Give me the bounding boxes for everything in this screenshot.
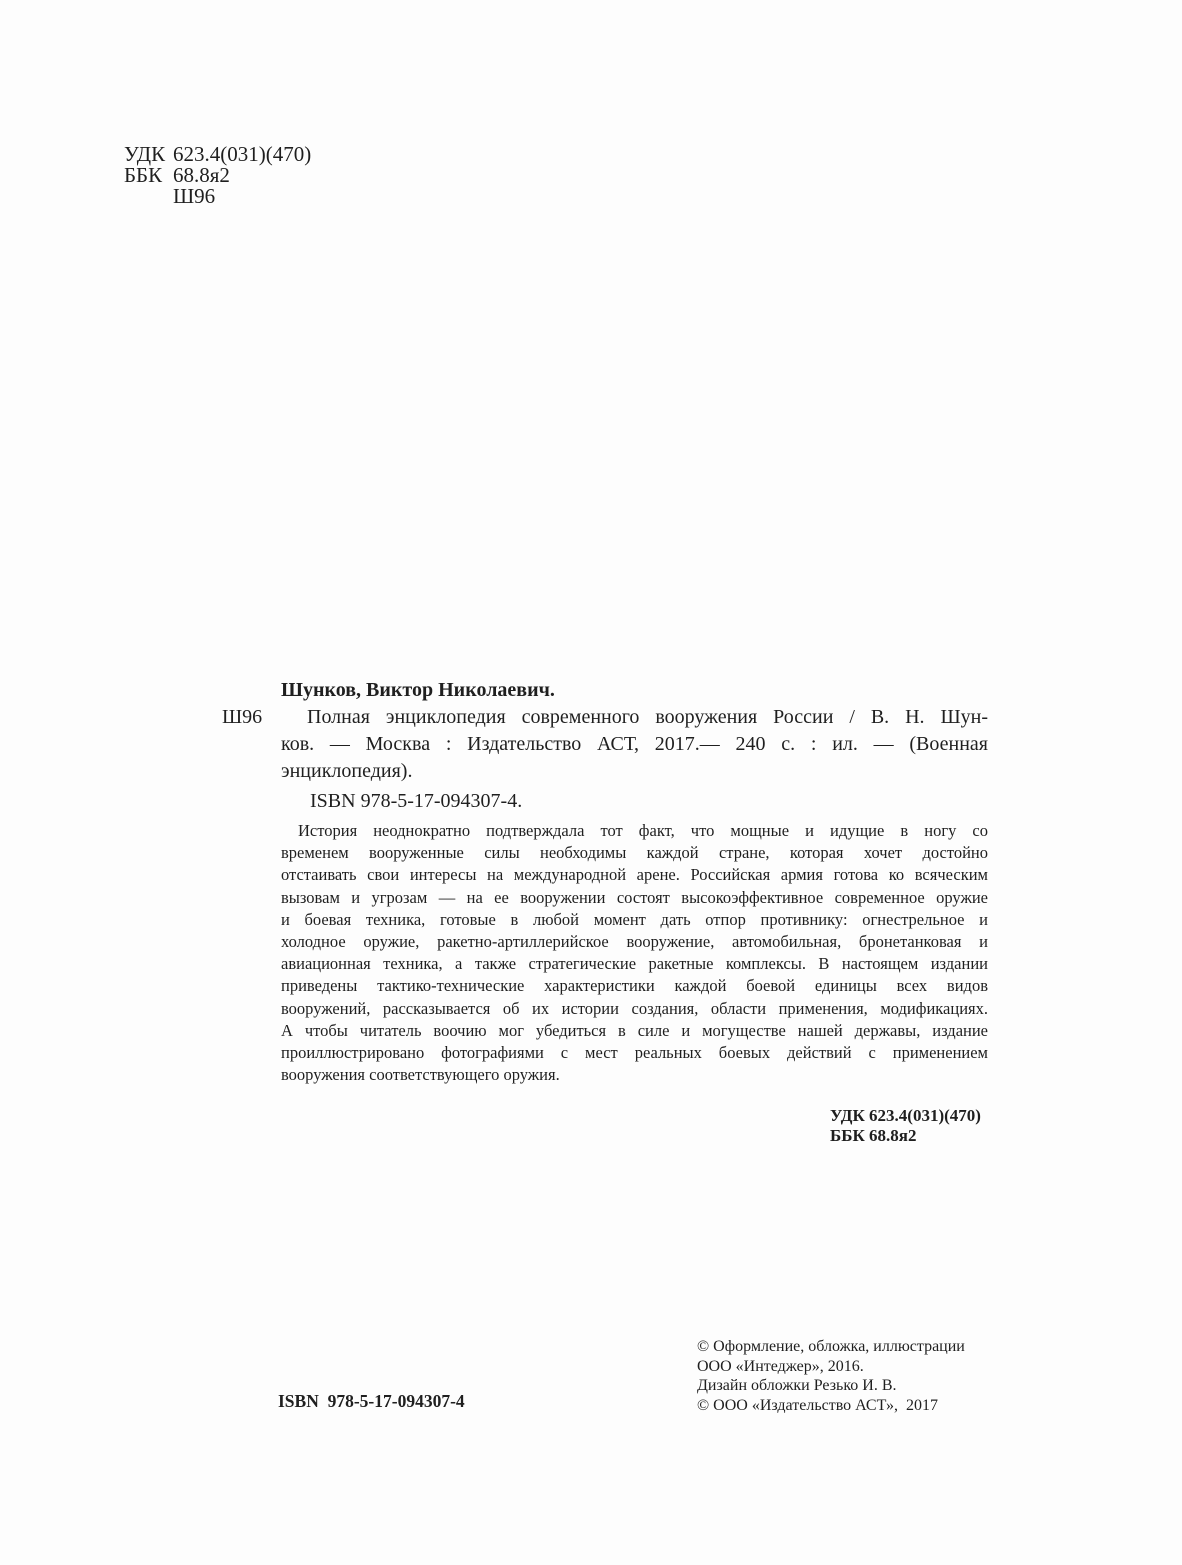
text-line: А чтобы читатель воочию мог убедиться в силе и могуществе нашей державы, издание [281, 1020, 988, 1040]
author-sign-margin-code: Ш96 [222, 706, 263, 728]
text-line: © Оформление, обложка, иллюстрации [697, 1338, 965, 1355]
udc-label: УДК [124, 142, 166, 166]
text-line: ков. — Москва : Издательство АСТ, 2017.— 240 с. : ил. — (Военная [281, 733, 988, 755]
bbk-row [124, 165, 311, 186]
udc-row [124, 144, 311, 165]
text-line: ООО «Интеджер», 2016. [697, 1357, 864, 1375]
text-line: временем вооруженные силы необходимы каждой стране, которая хочет достойно [281, 843, 988, 863]
author-heading: Шунков, Виктор Николаевич. [281, 679, 555, 701]
text-line: Полная энциклопедия современного вооружения России / В. Н. Шун- [307, 706, 988, 728]
author-sign-spacer [124, 186, 173, 207]
udc-value: 623.4(031)(470) [173, 142, 312, 166]
author-sign-value: Ш96 [173, 184, 216, 208]
text-line: вооружения соответствующего оружия. [281, 1065, 560, 1085]
text-line: холодное оружие, ракетно-артиллерийское вооружение, автомобильная, бронетанковая и [281, 932, 988, 952]
text-line: © ООО «Издательство АСТ», 2017 [697, 1397, 938, 1415]
text-line: История неоднократно подтверждала тот факт, что мощные и идущие в ногу со [298, 821, 988, 840]
udc-classification-block [124, 144, 311, 207]
text-line: отстаивать свои интересы на международной арене. Российская армия готова ко всяческим [281, 865, 988, 885]
isbn-line: ISBN 978-5-17-094307-4. [310, 790, 523, 812]
isbn-footer: ISBN 978-5-17-094307-4 [278, 1391, 465, 1411]
copyright-block [697, 1337, 965, 1416]
author-sign-row [124, 186, 311, 207]
bbk-value: 68.8я2 [173, 163, 230, 187]
text-line: Дизайн обложки Резько И. В. [697, 1377, 897, 1395]
text-line: приведены тактико-технические характеристики каждой боевой единицы всех видов [281, 976, 988, 996]
text-line: вызовам и угрозам — на ее вооружении состоят высокоэффективное современное оружие [281, 887, 988, 907]
text-line: вооружений, рассказывается об их истории создания, области применения, модификациях. [281, 998, 988, 1018]
text-line: и боевая техника, готовые в любой момент дать отпор противнику: огнестрельное и [281, 909, 988, 929]
bbk-label: ББК [124, 163, 163, 187]
text-line: проиллюстрировано фотографиями с мест реальных боевых действий с применением [281, 1043, 988, 1063]
text-line: энциклопедия). [281, 760, 413, 782]
text-line: авиационная техника, а также стратегические ракетные комплексы. В настоящем издании [281, 954, 988, 974]
footer-bbk: ББК 68.8я2 [830, 1126, 917, 1145]
classification-footer-block [830, 1106, 981, 1146]
annotation-paragraph [281, 820, 988, 1086]
footer-udc: УДК 623.4(031)(470) [830, 1106, 981, 1125]
catalog-entry [281, 704, 988, 785]
bibliographic-record [222, 677, 988, 815]
